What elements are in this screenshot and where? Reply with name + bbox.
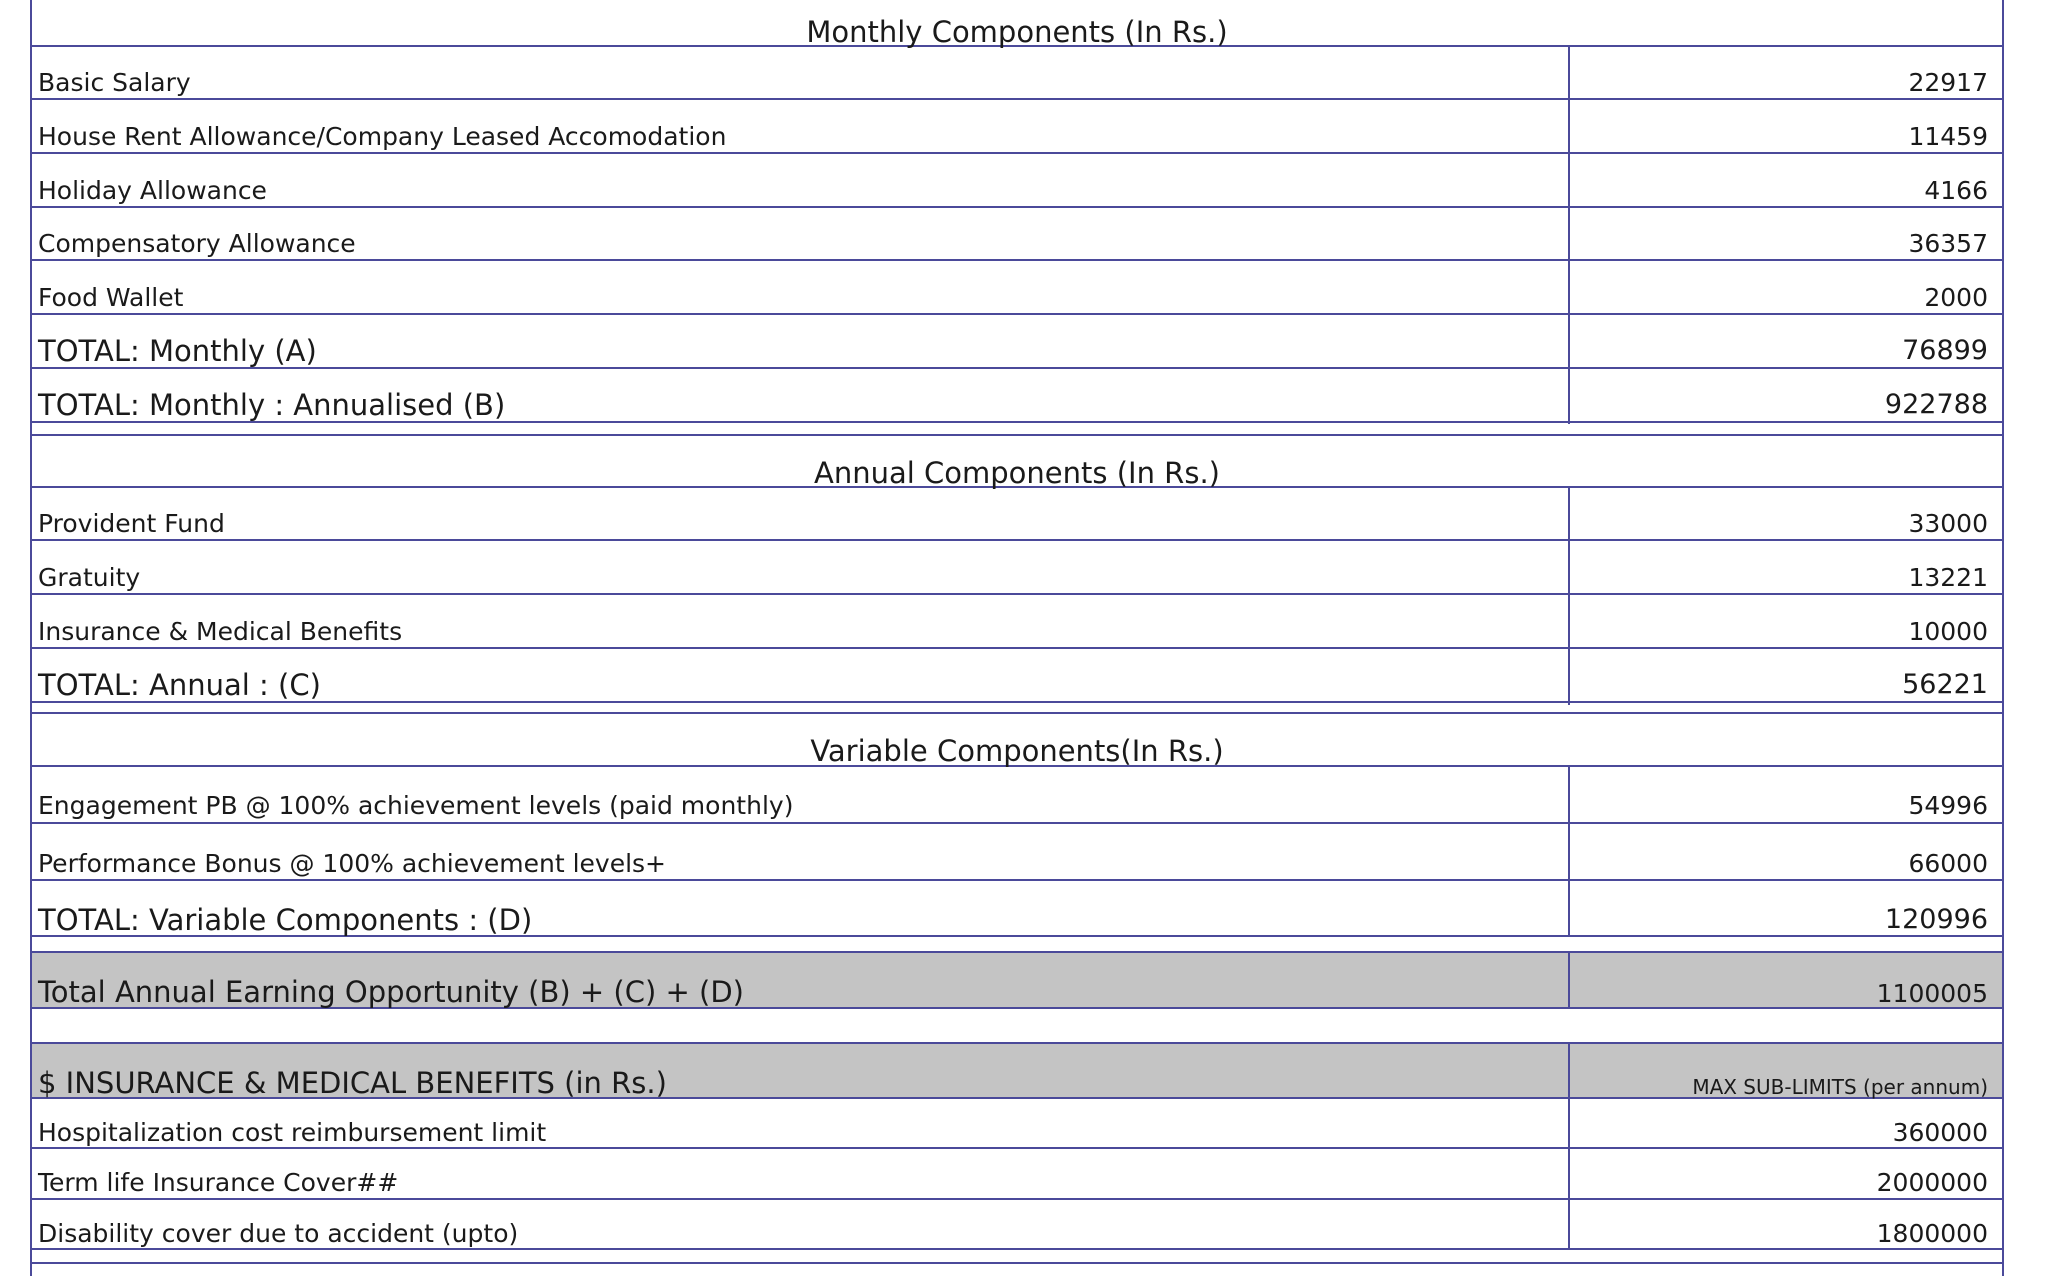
row-rule [30,822,2004,824]
column-divider-grand-total [1568,953,1570,1008]
row-value-engagement-pb: 54996 [1908,791,1988,820]
row-rule [30,259,2004,261]
row-rule [30,647,2004,649]
row-rule [30,593,2004,595]
monthly-components-heading: Monthly Components (In Rs.) [806,15,1228,49]
right-border [2002,0,2004,1276]
row-value-term-life: 2000000 [1876,1168,1988,1197]
row-rule [30,1042,2004,1044]
row-label-compensatory-allowance: Compensatory Allowance [38,229,356,258]
row-label-hra: House Rent Allowance/Company Leased Accomodation [38,122,727,151]
row-label-term-life: Term life Insurance Cover## [38,1168,399,1197]
total-variable-d-label: TOTAL: Variable Components : (D) [38,903,533,937]
row-rule [30,1198,2004,1200]
row-label-performance-bonus: Performance Bonus @ 100% achievement levels+ [38,849,667,878]
grand-total-label: Total Annual Earning Opportunity (B) + (C) + (D) [38,975,744,1009]
total-monthly-a-label: TOTAL: Monthly (A) [38,334,317,368]
row-rule [30,1262,2004,1264]
row-rule [30,98,2004,100]
row-label-insurance-medical: Insurance & Medical Benefits [38,617,403,646]
row-label-hospitalization: Hospitalization cost reimbursement limit [38,1118,547,1147]
column-divider-variable [1568,766,1570,937]
row-value-insurance-medical: 10000 [1908,617,1988,646]
row-label-food-wallet: Food Wallet [38,283,184,312]
row-value-disability: 1800000 [1876,1219,1988,1248]
row-rule [30,879,2004,881]
column-divider-annual [1568,487,1570,705]
row-rule [30,1147,2004,1149]
row-label-holiday-allowance: Holiday Allowance [38,176,267,205]
row-label-gratuity: Gratuity [38,563,141,592]
max-sub-limits-header: MAX SUB-LIMITS (per annum) [1692,1075,1988,1099]
row-label-basic-salary: Basic Salary [38,68,191,97]
row-label-engagement-pb: Engagement PB @ 100% achievement levels (paid monthly) [38,791,794,820]
row-rule [30,367,2004,369]
row-rule [30,152,2004,154]
left-border [30,0,32,1276]
row-value-gratuity: 13221 [1908,563,1988,592]
variable-components-heading: Variable Components(In Rs.) [810,734,1224,768]
grand-total-value: 1100005 [1876,979,1988,1008]
row-rule [30,951,2004,953]
row-value-holiday-allowance: 4166 [1924,176,1988,205]
total-variable-d-value: 120996 [1884,904,1988,935]
total-monthly-annualised-b-label: TOTAL: Monthly : Annualised (B) [38,388,506,422]
row-label-disability: Disability cover due to accident (upto) [38,1219,519,1248]
row-rule [30,313,2004,315]
total-annual-c-label: TOTAL: Annual : (C) [38,668,321,702]
row-value-hospitalization: 360000 [1892,1118,1988,1147]
row-value-compensatory-allowance: 36357 [1908,229,1988,258]
row-value-performance-bonus: 66000 [1908,849,1988,878]
total-annual-c-value: 56221 [1902,669,1988,700]
row-value-basic-salary: 22917 [1908,68,1988,97]
total-monthly-annualised-b-value: 922788 [1884,389,1988,420]
total-monthly-a-value: 76899 [1902,335,1988,366]
row-rule [30,539,2004,541]
salary-breakup-table [30,0,2004,1276]
row-rule [30,1248,2004,1250]
row-rule [30,701,2004,703]
insurance-benefits-heading: $ INSURANCE & MEDICAL BENEFITS (in Rs.) [38,1066,667,1100]
annual-components-heading: Annual Components (In Rs.) [814,456,1220,490]
row-rule [30,434,2004,436]
row-label-provident-fund: Provident Fund [38,509,225,538]
row-value-provident-fund: 33000 [1908,509,1988,538]
row-value-hra: 11459 [1908,122,1988,151]
row-rule [30,206,2004,208]
row-value-food-wallet: 2000 [1924,283,1988,312]
row-rule [30,712,2004,714]
